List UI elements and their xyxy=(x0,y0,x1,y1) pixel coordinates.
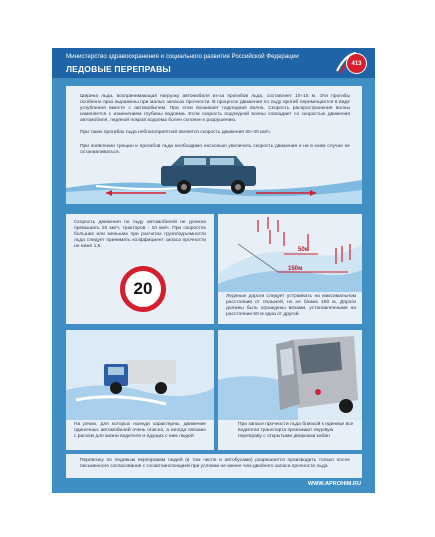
top-paragraph-2: При таких прогибах льда неблагоприятной является скорость движения 30÷40 км/ч. xyxy=(80,130,272,135)
car-door-panel xyxy=(218,330,362,450)
top-paragraph-3: При появлении трещин и прогибов льда необходимо несколько увеличить скорость движения и ни в коем случае не останавливаться. xyxy=(80,144,350,155)
open-door-car-illustration xyxy=(218,330,362,420)
top-panel xyxy=(66,86,362,204)
website-url: WWW.APROHIM.RU xyxy=(307,481,361,487)
car-icon xyxy=(276,336,358,413)
ice-road-markers-illustration xyxy=(218,214,362,292)
speed-limit-sign xyxy=(120,266,166,312)
poster-title: ЛЕДОВЫЕ ПЕРЕПРАВЫ xyxy=(66,64,171,74)
speed-limit-value: 20 xyxy=(133,279,153,298)
jeep-on-ice-illustration xyxy=(66,156,362,204)
open-door-text: При запасе прочности льда близкой к единице все водители транспорта проезжают ледовую переправу с открытыми дверками кабин xyxy=(238,422,354,439)
poster-number-badge: 413 xyxy=(346,53,367,74)
road-spacing-text: Ледяные дороги следует устраивать на максимальном расстоянии от полыней, но не ближе 150 м. Дороги должны быть ограждены вехами, установленными на расстоянии 50 м одна от другой. xyxy=(226,294,356,317)
distance-50m-label: 50м xyxy=(298,247,310,253)
truck-panel xyxy=(66,330,214,450)
speed-limit-text: Скорость движения по льду автомобилей не должна превышать 20 км/ч, тракторов - 10 км/ч. При скоростях больших или меньших при расчетах грузоподъемности льда следует принимать коэффициент запаса прочности не ниже 1,5. xyxy=(74,220,206,249)
road-panel xyxy=(218,214,362,324)
distance-150m-label: 150м xyxy=(288,266,303,272)
truck-warning-text: На реках, для которых наледи характерны, движение одиночных автомобилей очень опасно, а иногда связано с риском для жизни водителя и едущих с ним людей xyxy=(74,422,206,439)
ministry-name: Министерство здравоохранения и социального развития Российской Федерации xyxy=(66,53,299,60)
poster-header xyxy=(52,48,375,78)
truck-on-ice-illustration xyxy=(66,330,214,420)
poster xyxy=(52,48,375,493)
passenger-transport-text: Перевозку по ледовым переправам людей (в том числе и автобусами) разрешается производить только после письменного согласования с госавтоинспекцией при условии не менее чем двойного запаса прочности льда xyxy=(80,458,350,469)
bottom-panel xyxy=(66,454,362,478)
top-paragraph-1: Ширина льда, воспринимающая нагрузку автомобиля из-за прогибов льда, составляет 10÷15 м. Эти прогибы особенно ярко выражены при малых запасах прочности. В процессе движения по льду прогиб перемещается в виде углубления вместе с автомобилем. При этом возникает подледная волна. Скорость распространения волны изменяется с изменением глубины водоема. Если скорость подледной волны совпадает со скоростью движения автомобиля, ледяной покров водоема более склонен к разрушению. xyxy=(80,94,350,123)
speed-panel xyxy=(66,214,214,324)
